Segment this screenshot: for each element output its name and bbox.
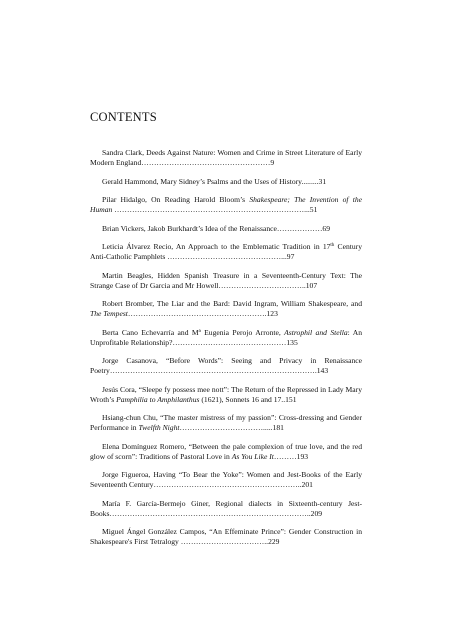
contents-heading: CONTENTS [90,110,157,124]
toc-entry [90,413,362,433]
toc-entry-title-italic: Twelfth Night [138,423,180,432]
toc-entry-text: (1621), Sonnets 16 and 17..151 [199,394,297,404]
toc-entry-text: Martin Beagles, Hidden Spanish Treasure in a Seventeenth-Century Text: The Strange Case of Dr Garcia and Mr Howell……………………………..107 [90,270,362,290]
toc-entry-title-italic: The Tempest [90,309,128,318]
toc-entry [90,356,362,376]
toc-entry [90,527,362,547]
toc-entry [90,470,362,490]
toc-entry-text: Leticia Álvarez Recio, An Approach to the Emblematic Tradition in 17 [102,242,331,251]
toc-entry-text: Pilar Hidalgo, On Reading Harold Bloom’s [102,195,250,204]
toc-entry-text: Berta Cano Echevarría and Mª Eugenia Perojo Arronte, [102,327,285,337]
toc-entry-text: Robert Bromber, The Liar and the Bard: David Ingram, William Shakespeare, and [102,299,362,308]
toc-entry [90,242,362,262]
toc-entry-text: Jesús Cora, “Sleepe fy possess mee nott”: The Return of the Repressed in Lady Mary Wroth’s [90,384,362,404]
toc-entry-text: Elena Domínguez Romero, “Between the pale complexion of true love, and the red glow of scorn”: Traditions of Pastoral Love in [90,441,362,461]
toc-entry [90,177,362,187]
table-of-contents [90,148,362,556]
toc-entry-title-italic: As You Like It [231,451,274,461]
toc-entry-text: ……………………………………………….123 [127,309,278,318]
toc-entry-text: Jorge Figueroa, Having “To Bear the Yoke”: Women and Jest-Books of the Early Seventeenth Century…………………………………………………..201 [90,470,362,489]
superscript: th [330,243,335,248]
toc-entry-title-italic: Pamphilia to Amphilanthus [116,394,200,404]
toc-entry [90,224,362,234]
toc-entry-text: Century Anti-Catholic Pamphlets ………………………………………...97 [90,242,362,261]
toc-entry-text: Jorge Casanova, “Before Words”: Seeing and Privacy in Renaissance Poetry……………………………………………………………………….143 [90,356,362,375]
toc-entry-text: Sandra Clark, Deeds Against Nature: Women and Crime in Street Literature of Early Modern England……………………………………………9 [90,148,362,167]
toc-entry [90,385,362,405]
toc-entry [90,328,362,348]
toc-entry-title-italic: Shakespeare; The Invention of the Human [90,195,363,214]
toc-entry [90,499,362,519]
toc-entry-text: ………193 [273,451,309,461]
toc-entry-text: …………………………….....181 [179,423,284,432]
toc-entry-text: Hsiang-chun Chu, “The master mistress of my passion”: Cross-dressing and Gender Performance in [90,413,362,432]
toc-entry-text: Gerald Hammond, Mary Sidney’s Psalms and the Uses of History.........31 [102,176,327,186]
toc-entry-title-italic: Astrophil and Stella [284,327,348,337]
toc-entry-text: …………………………………………………………………...51 [112,205,318,214]
toc-entry-text: : An Unprofitable Relationship?………………………………………135 [90,327,362,347]
toc-entry [90,299,362,319]
toc-entry [90,271,362,291]
toc-entry [90,442,362,462]
toc-entry-text: Brian Vickers, Jakob Burkhardt’s Idea of the Renaissance………………69 [102,223,331,233]
toc-entry [90,195,362,215]
toc-entry-text: María F. García-Bermejo Giner, Regional dialects in Sixteenth-century Jest-Books……………………………………………………………………..209 [90,498,362,518]
toc-entry [90,148,362,168]
toc-entry-text: Miguel Ángel González Campos, “An Effeminate Prince”: Gender Construction in Shakespeare's First Tetralogy ……………………………..229 [90,527,362,546]
